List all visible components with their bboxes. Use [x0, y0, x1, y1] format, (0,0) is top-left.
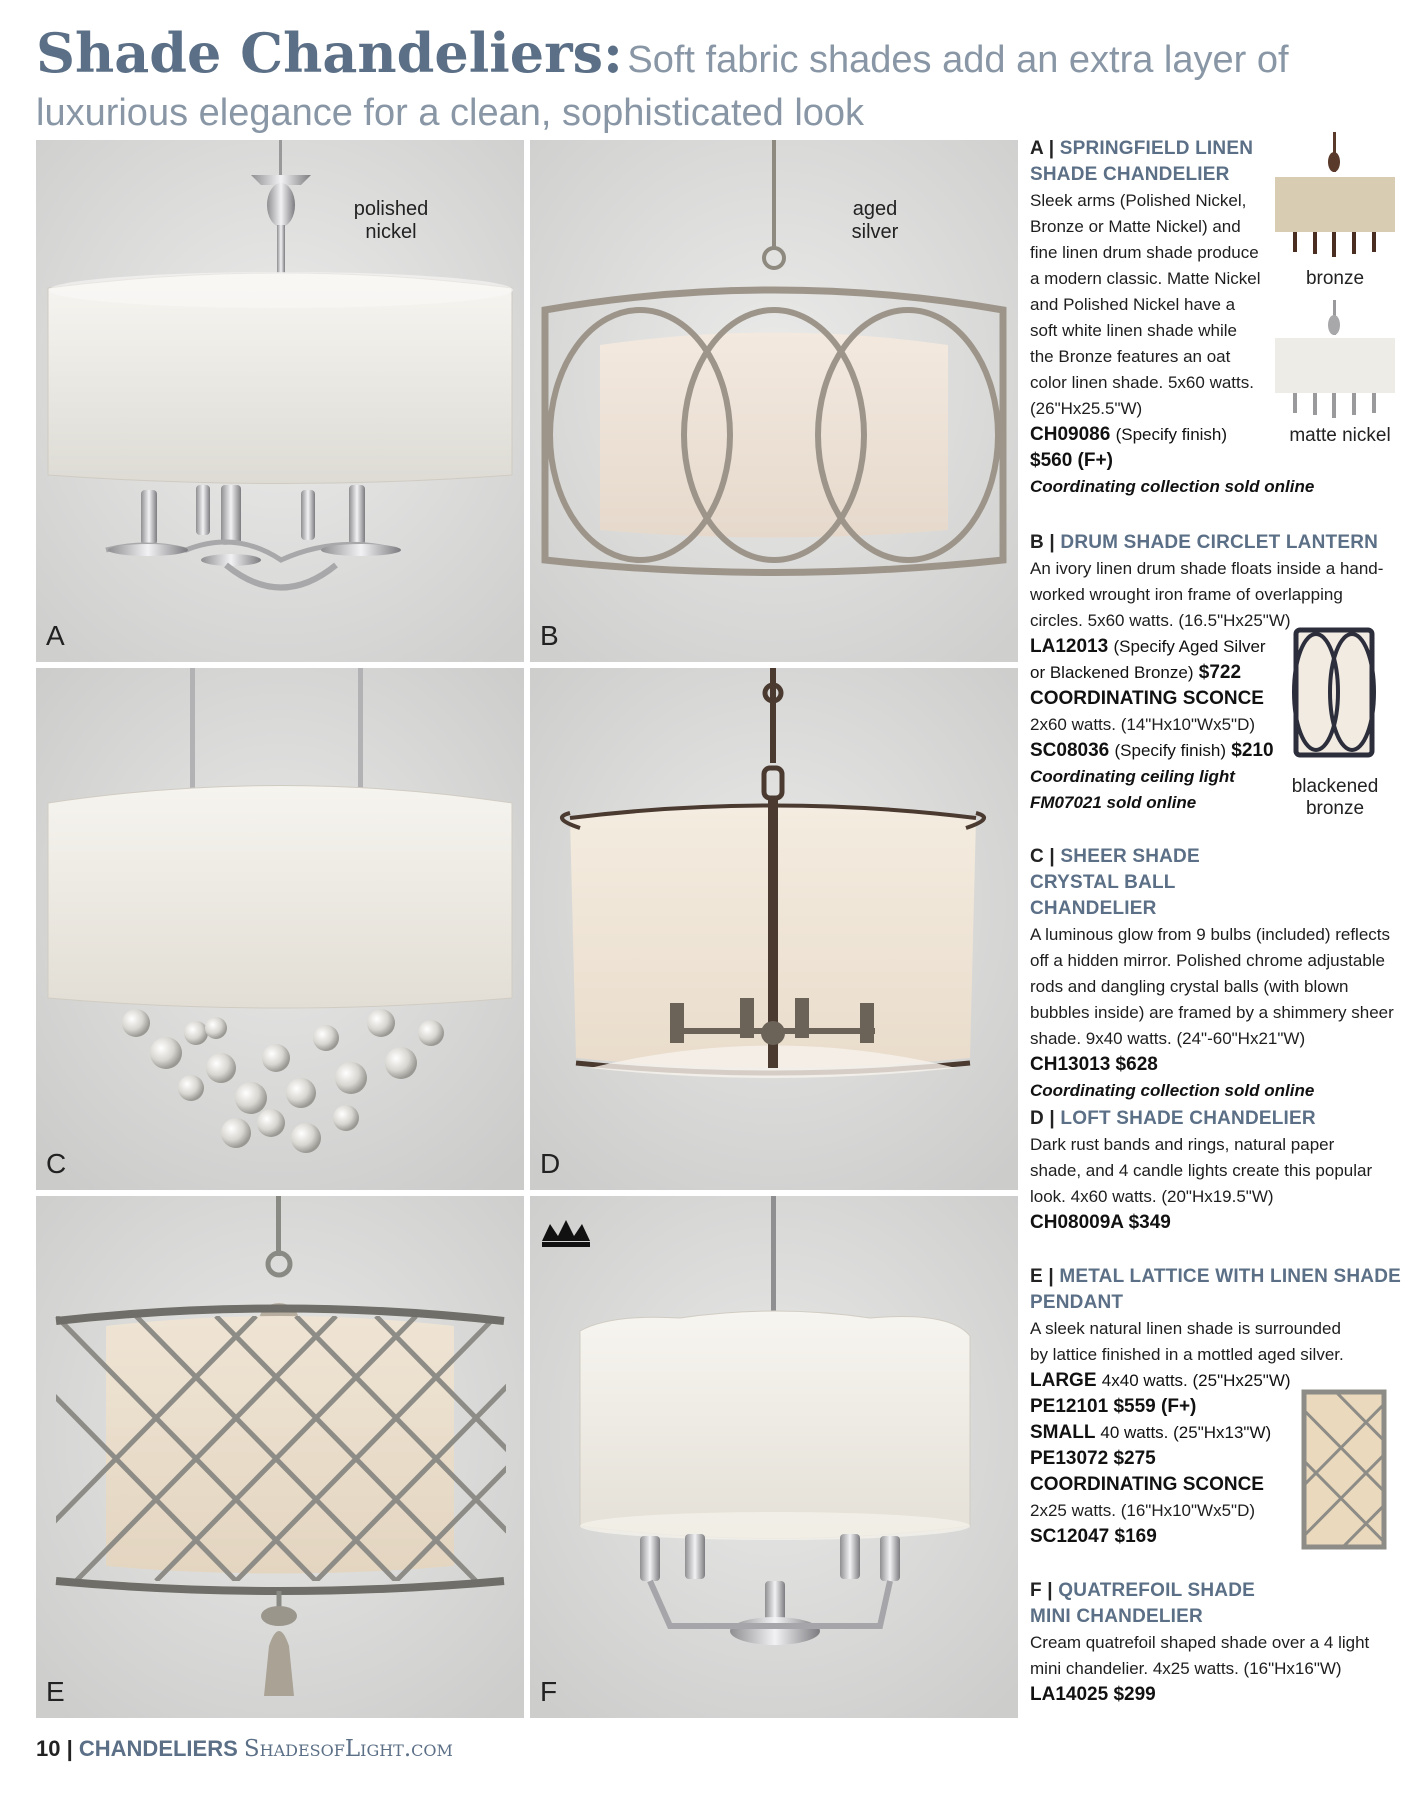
- product-photo-b: [530, 140, 1018, 662]
- product-c-title: C | SHEER SHADE CRYSTAL BALL CHANDELIER: [1030, 846, 1200, 919]
- product-photo-d: [530, 668, 1018, 1190]
- product-e-large-sku: PE12101 $559 (F+): [1030, 1396, 1197, 1417]
- product-e-sconce-head: COORDINATING SCONCE: [1030, 1474, 1264, 1495]
- section-name: CHANDELIERS: [78, 1736, 238, 1761]
- thumb-caption-blackened: blackened bronze: [1291, 776, 1379, 819]
- chandelier-d-image: [530, 668, 1018, 1190]
- photo-letter-b: B: [540, 620, 559, 651]
- product-photo-a: [36, 140, 524, 662]
- product-e-small: SMALL 40 watts. (25"Hx13"W): [1030, 1422, 1272, 1443]
- product-c-desc: A luminous glow from 9 bulbs (included) reflects off a hidden mirror. Polished chrome adjustable rods and dangling crystal balls (with blown bubbles inside) are framed by a shimmery sheer shade. 9x40 watts. (24"-60"Hx21"W): [1030, 925, 1394, 1048]
- thumb-caption-bronze: bronze: [1305, 268, 1365, 289]
- site-name: ShadesofLight.com: [243, 1736, 453, 1762]
- product-d-desc: Dark rust bands and rings, natural paper shade, and 4 candle lights create this popular look. 4x60 watts. (20"Hx19.5"W): [1030, 1135, 1373, 1206]
- chandelier-f-image: [530, 1196, 1018, 1718]
- product-a-sku: CH09086 (Specify finish): [1030, 424, 1228, 445]
- product-e-sconce-sku: SC12047 $169: [1030, 1526, 1157, 1547]
- finish-label-b: aged silver: [851, 198, 899, 243]
- product-b-sku: LA12013 (Specify Aged Silver: [1030, 636, 1266, 657]
- product-d: [1030, 1106, 1410, 1236]
- product-c: [1030, 844, 1410, 1104]
- product-e-large: LARGE 4x40 watts. (25"Hx25"W): [1030, 1370, 1291, 1391]
- product-b-sconce-sku: SC08036 (Specify finish) $210: [1030, 740, 1274, 761]
- product-c-note: Coordinating collection sold online: [1030, 1081, 1315, 1100]
- product-a: [1030, 136, 1410, 500]
- product-b-sconce-head: COORDINATING SCONCE: [1030, 688, 1264, 709]
- chandelier-b-image: [530, 140, 1018, 662]
- product-photo-e: [36, 1196, 524, 1718]
- product-e-small-sku: PE13072 $275: [1030, 1448, 1156, 1469]
- product-b-sconce-desc: 2x60 watts. (14"Hx10"Wx5"D): [1030, 715, 1256, 734]
- page-number: 10 |: [36, 1736, 73, 1761]
- page-subtitle-line1: Soft fabric shades add an extra layer of: [627, 39, 1289, 81]
- photo-letter-a: A: [46, 620, 65, 651]
- photo-letter-f: F: [540, 1676, 558, 1707]
- product-a-price: $560 (F+): [1030, 450, 1113, 471]
- product-b-note1: Coordinating ceiling light: [1030, 767, 1235, 786]
- page-subtitle-line2: luxurious elegance for a clean, sophisticated look: [36, 92, 865, 134]
- product-a-title: A | SPRINGFIELD LINEN SHADE CHANDELIER: [1030, 138, 1254, 185]
- product-a-desc: Sleek arms (Polished Nickel, Bronze or Matte Nickel) and fine linen drum shade produce a modern classic. Matte Nickel and Polished Nickel have a soft white linen shade while the Bronze features an oat color linen shade. 5x60 watts. (26"Hx25.5"W): [1030, 191, 1261, 418]
- product-f: [1030, 1578, 1410, 1708]
- product-a-note: Coordinating collection sold online: [1030, 477, 1315, 496]
- product-e-desc: A sleek natural linen shade is surrounded by lattice finished in a mottled aged silver.: [1030, 1319, 1344, 1364]
- photo-letter-c: C: [46, 1148, 67, 1179]
- product-c-sku: CH13013 $628: [1030, 1054, 1158, 1075]
- thumb-caption-matte: matte nickel: [1289, 425, 1391, 446]
- product-e-sconce-desc: 2x25 watts. (16"Hx10"Wx5"D): [1030, 1501, 1256, 1520]
- product-b-price-row: or Blackened Bronze) $722: [1030, 662, 1242, 683]
- product-b: [1030, 530, 1410, 816]
- product-d-title: D | LOFT SHADE CHANDELIER: [1030, 1108, 1316, 1129]
- chandelier-a-image: [36, 140, 524, 662]
- product-e: [1030, 1264, 1410, 1550]
- product-photo-f: [530, 1196, 1018, 1718]
- product-b-title: B | DRUM SHADE CIRCLET LANTERN: [1030, 532, 1379, 553]
- page-footer: [36, 1736, 453, 1762]
- chandelier-c-image: [36, 668, 524, 1190]
- finish-label-a: polished nickel: [353, 198, 429, 243]
- product-f-sku: LA14025 $299: [1030, 1684, 1156, 1705]
- product-f-title: F | QUATREFOIL SHADE MINI CHANDELIER: [1030, 1580, 1256, 1627]
- product-photo-c: [36, 668, 524, 1190]
- product-b-note2: FM07021 sold online: [1030, 793, 1197, 812]
- product-f-desc: Cream quatrefoil shaped shade over a 4 light mini chandelier. 4x25 watts. (16"Hx16"W): [1030, 1633, 1370, 1678]
- product-b-desc: An ivory linen drum shade floats inside a hand-worked wrought iron frame of overlapping circles. 5x60 watts. (16.5"Hx25"W): [1030, 559, 1384, 630]
- product-d-sku: CH08009A $349: [1030, 1212, 1171, 1233]
- photo-letter-d: D: [540, 1148, 561, 1179]
- page-header: [36, 21, 1406, 85]
- product-e-title: E | METAL LATTICE WITH LINEN SHADE PENDANT: [1030, 1266, 1402, 1313]
- chandelier-e-image: [36, 1196, 524, 1718]
- page-title: Shade Chandeliers:: [36, 21, 623, 85]
- photo-letter-e: E: [46, 1676, 65, 1707]
